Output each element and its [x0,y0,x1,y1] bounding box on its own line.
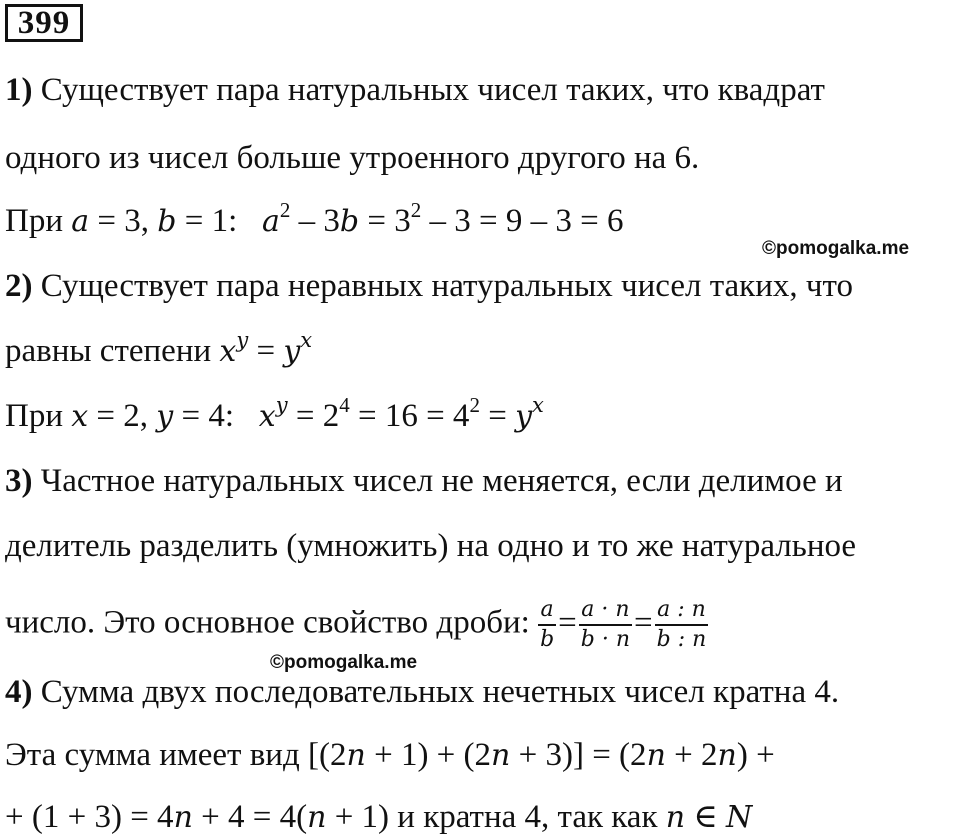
item-4-text-1: Сумма двух последовательных нечетных чисел кратна 4. [40,674,840,710]
item-1-prefix: При [5,203,63,239]
item-1-line-3: При a = 3, b = 1: $a^2 - 3b = 3^2 - 3 = 9 - 3 = 6$ [5,198,624,239]
item-1-line-1 [5,70,825,110]
item-4-prefix: Эта сумма имеет вид [5,737,300,773]
item-3-line-2: делитель разделить (умножить) на одно и то же натуральное [5,528,857,564]
item-1-line-2: одного из чисел больше утроенного другого на 6. [5,140,700,176]
item-2-text-1: Существует пара неравных натуральных чисел таких, что [40,268,853,304]
item-4-middle: и кратна 4, так как [397,799,658,835]
problem-number: 399 [5,4,83,42]
item-3-text-1: Частное натуральных чисел не меняется, если делимое и [40,463,843,499]
item-2-prefix-2: При [5,398,63,434]
item-2-line-2: равны степени $x^y = y^x$ [5,328,313,369]
item-2-prefix: равны степени [5,333,212,369]
fraction-an-bn: $\frac{a \cdot n}{b \cdot n}$ [580,597,631,652]
item-3-label: 3) [5,463,33,499]
item-4-line-2: Эта сумма имеет вид [(2n + 1) + (2n + 3)] = (2n + 2n) + [5,737,775,773]
item-2-line-1 [5,266,853,306]
item-4-line-1 [5,672,839,712]
fraction-a-b: $\frac{a}{b}$ [540,597,555,652]
item-4-label: 4) [5,674,33,710]
item-2-line-3: При x = 2, y = 4: $x^y = 2^4 = 16 = 4^2 = y^x$ [5,393,544,434]
item-1-label: 1) [5,72,33,108]
fraction-a-div-n: $\frac{a : n}{b : n}$ [656,597,707,652]
item-2-label: 2) [5,268,33,304]
item-3-prefix: число. Это основное свойство дроби: [5,604,530,641]
item-4-line-3: + (1 + 3) = 4n + 4 = 4(n + 1) и кратна 4, так как n ∈ N [5,799,753,835]
watermark-1: ©pomogalka.me [762,238,910,259]
item-1-text-1: Существует пара натуральных чисел таких, что квадрат [40,72,825,108]
item-3-line-1 [5,461,843,501]
item-3-line-3: число. Это основное свойство дроби: $\frac{a}{b}$ = $\frac{a \cdot n}{b \cdot n}$ = $\frac{a : n}{b : n}$ [5,597,707,652]
watermark-2: ©pomogalka.me [270,652,418,673]
